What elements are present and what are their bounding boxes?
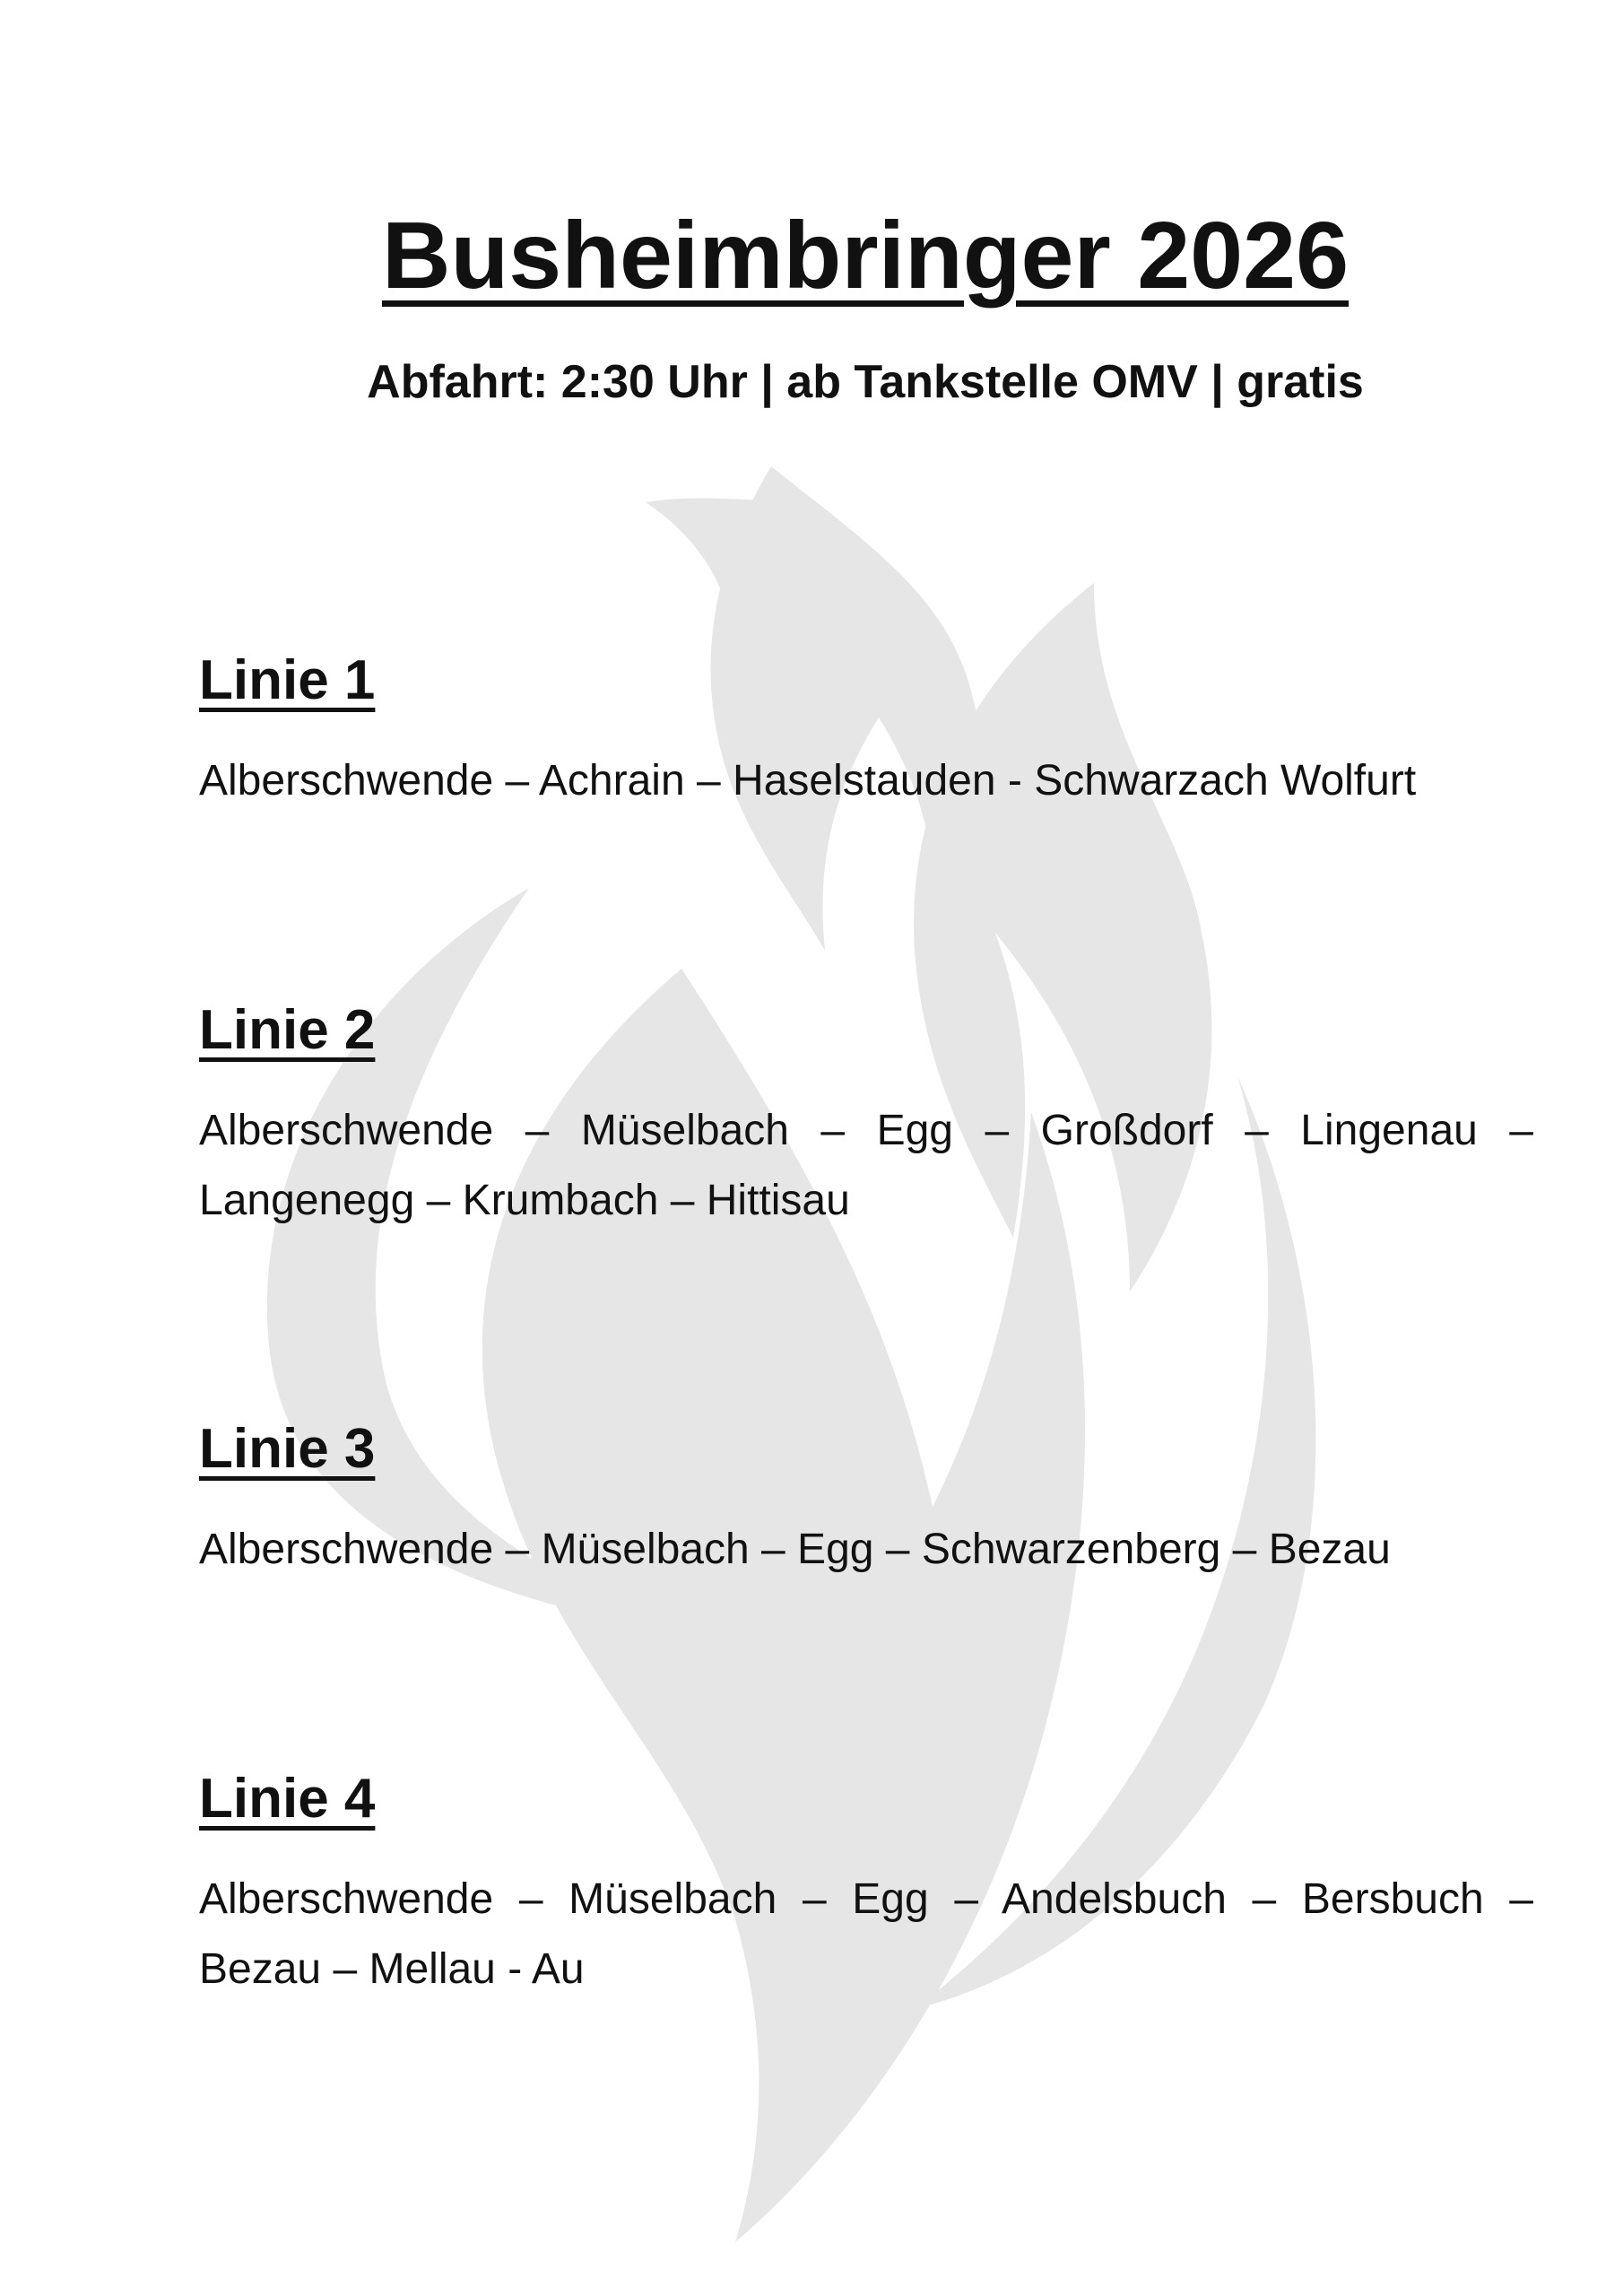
- line-route: Alberschwende – Achrain – Haselstauden - Schwarzach Wolfurt: [199, 757, 1417, 804]
- page-title: Busheimbringer 2026: [381, 203, 1350, 309]
- line-section-3: [199, 1418, 1533, 1585]
- line-heading: Linie 3: [199, 1418, 376, 1480]
- line-section-2: [199, 999, 1533, 1236]
- page-subtitle: Abfahrt: 2:30 Uhr | ab Tankstelle OMV | gratis: [367, 356, 1364, 408]
- line-section-1: [199, 649, 1533, 816]
- line-heading: Linie 1: [199, 649, 376, 711]
- line-section-4: [199, 1768, 1533, 2005]
- line-route: Alberschwende – Müselbach – Egg – Großdorf – Lingenau – Langenegg – Krumbach – Hittisau: [199, 1107, 1533, 1224]
- line-route: Alberschwende – Müselbach – Egg – Andelsbuch – Bersbuch – Bezau – Mellau - Au: [199, 1875, 1533, 1993]
- line-heading: Linie 4: [199, 1768, 376, 1830]
- line-heading: Linie 2: [199, 999, 376, 1061]
- line-route: Alberschwende – Müselbach – Egg – Schwarzenberg – Bezau: [199, 1526, 1391, 1573]
